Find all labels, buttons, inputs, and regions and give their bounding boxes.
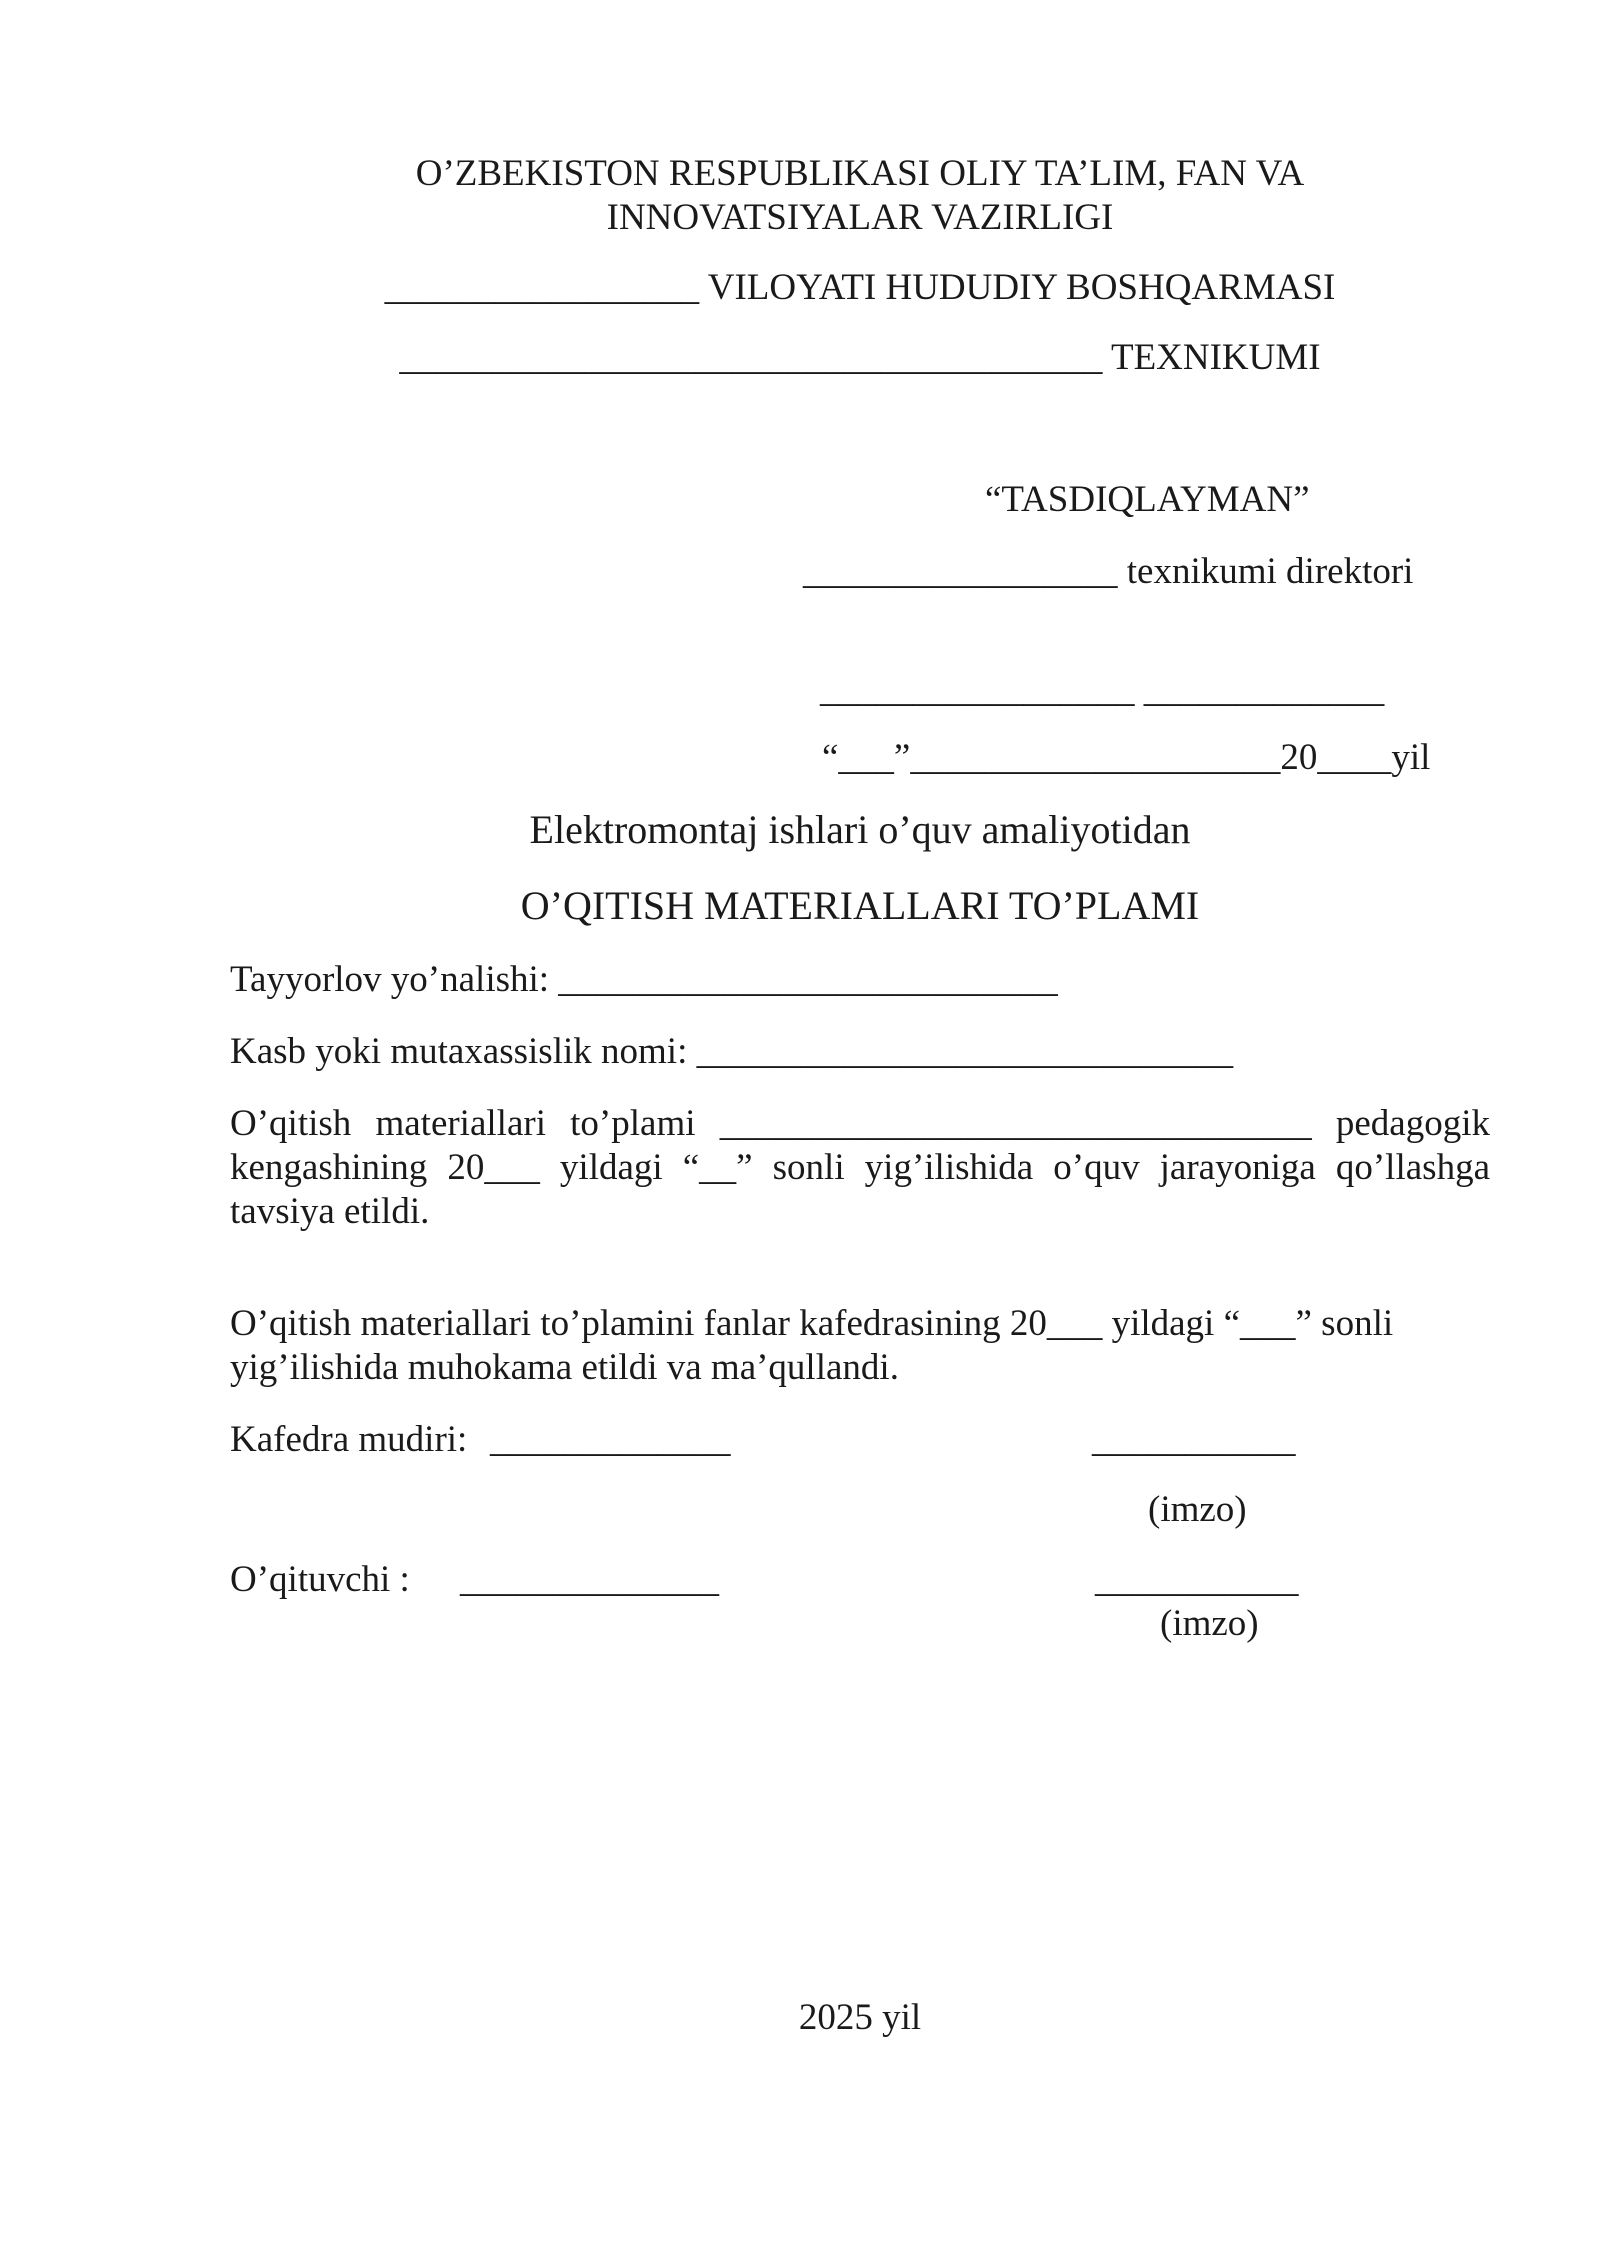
document-year: 2025 yil bbox=[798, 1997, 922, 2038]
pedagogical-council-paragraph: O’qitish materiallari to’plami ________________________________ pedagogik kengashining 20___ yildagi “__” sonli yig’ilishida o’quv jarayoniga qo’llashga tavsiya etildi. bbox=[230, 1103, 1490, 1232]
document-subject: Elektromontaj ishlari o’quv amaliyotidan bbox=[529, 807, 1191, 852]
director-line: _________________ texnikumi direktori bbox=[803, 551, 1414, 592]
teacher-signature-blank: ___________ bbox=[1095, 1559, 1299, 1600]
direction-field: Tayyorlov yo’nalishi: ___________________________ bbox=[230, 959, 1058, 1000]
head-signature-blank: ___________ bbox=[1092, 1419, 1296, 1460]
teacher-name-blank: ______________ bbox=[460, 1559, 719, 1600]
head-of-department-label: Kafedra mudiri: bbox=[230, 1419, 468, 1460]
signature-line: _________________ _____________ bbox=[820, 669, 1385, 710]
teacher-signature-caption: (imzo) bbox=[1160, 1603, 1259, 1644]
ministry-line-2: INNOVATSIYALAR VAZIRLIGI bbox=[606, 197, 1114, 238]
approval-date-line: “___”____________________20____yil bbox=[822, 737, 1431, 778]
department-paragraph: O’qitish materiallari to’plamini fanlar kafedrasining 20___ yildagi “___” sonli yig’ilishida muhokama etildi va ma’qullandi. bbox=[230, 1303, 1394, 1388]
ministry-line-1: O’ZBEKISTON RESPUBLIKASI OLIY TA’LIM, FAN VA bbox=[415, 153, 1305, 194]
document-title: O’QITISH MATERIALLARI TO’PLAMI bbox=[520, 883, 1200, 928]
college-line: ______________________________________ TEXNIKUMI bbox=[399, 337, 1321, 378]
approval-title: “TASDIQLAYMAN” bbox=[985, 479, 1310, 520]
head-signature-caption: (imzo) bbox=[1148, 1489, 1247, 1530]
head-name-blank: _____________ bbox=[490, 1419, 731, 1460]
teacher-label: O’qituvchi : bbox=[230, 1559, 410, 1600]
region-line: _________________ VILOYATI HUDUDIY BOSHQARMASI bbox=[384, 267, 1336, 308]
profession-field: Kasb yoki mutaxassislik nomi: _____________________________ bbox=[230, 1031, 1234, 1072]
